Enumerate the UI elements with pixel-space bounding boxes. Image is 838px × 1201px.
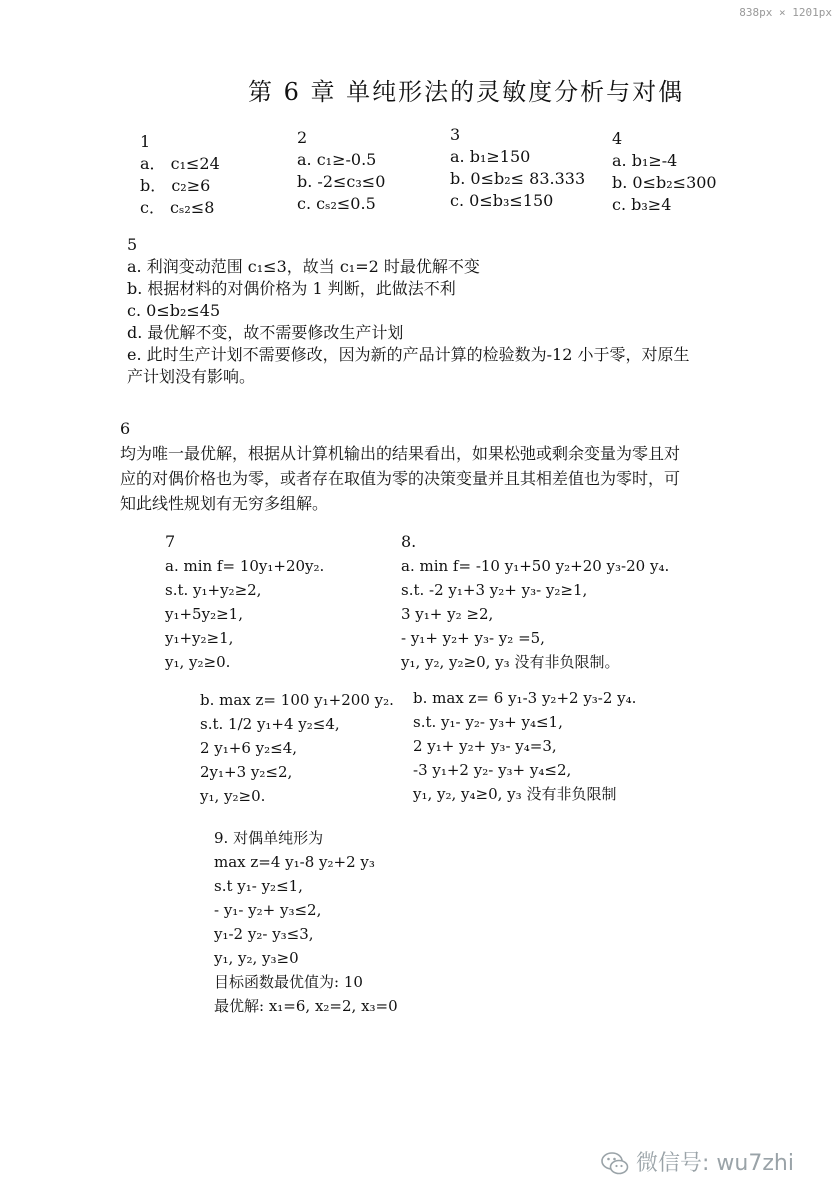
question-number: 8. bbox=[401, 532, 417, 551]
answer-line: a. b₁≥150 bbox=[450, 147, 531, 166]
question-8b bbox=[413, 686, 636, 806]
answer-line: a. min f= 10y₁+20y₂. bbox=[165, 557, 325, 575]
answer-line: - y₁+ y₂+ y₃- y₂ =5, bbox=[401, 629, 545, 647]
question-number: 3 bbox=[450, 125, 461, 144]
watermark bbox=[600, 1146, 794, 1179]
answer-line: max z=4 y₁-8 y₂+2 y₃ bbox=[214, 853, 375, 871]
answer-line: c. cₛ₂≤0.5 bbox=[297, 194, 376, 213]
answer-line: b. max z= 6 y₁-3 y₂+2 y₃-2 y₄. bbox=[413, 689, 637, 707]
answer-line: a． c₁≤24 bbox=[140, 154, 220, 173]
question-7a bbox=[165, 530, 324, 674]
question-number: 7 bbox=[165, 532, 176, 551]
question-1 bbox=[140, 131, 220, 219]
question-number: 1 bbox=[140, 132, 151, 151]
answer-line: s.t y₁- y₂≤1, bbox=[214, 877, 303, 895]
wechat-icon bbox=[600, 1149, 630, 1179]
watermark-text: 微信号: wu7zhi bbox=[636, 1151, 794, 1176]
question-5 bbox=[127, 234, 690, 388]
answer-line: s.t. -2 y₁+3 y₂+ y₃- y₂≥1, bbox=[401, 581, 588, 599]
answer-line: b. 根据材料的对偶价格为 1 判断，此做法不利 bbox=[127, 279, 456, 298]
answer-line: 均为唯一最优解，根据从计算机输出的结果看出，如果松弛或剩余变量为零且对 bbox=[120, 444, 681, 463]
answer-line: c. 0≤b₂≤45 bbox=[127, 301, 221, 320]
answer-line: s.t. y₁- y₂- y₃+ y₄≤1, bbox=[413, 713, 563, 731]
answer-line: b． c₂≥6 bbox=[140, 176, 211, 195]
answer-line: y₁, y₂, y₂≥0, y₃ 没有非负限制。 bbox=[401, 653, 620, 671]
answer-line: b. 0≤b₂≤ 83.333 bbox=[450, 169, 586, 188]
question-7b bbox=[200, 688, 394, 808]
page-title: 第 6 章 单纯形法的灵敏度分析与对偶 bbox=[248, 78, 685, 106]
question-2 bbox=[297, 127, 385, 215]
answer-line: a. c₁≥-0.5 bbox=[297, 150, 377, 169]
answer-line: - y₁- y₂+ y₃≤2, bbox=[214, 901, 322, 919]
answer-line: a. b₁≥-4 bbox=[612, 151, 678, 170]
answer-line: 目标函数最优值为: 10 bbox=[214, 973, 363, 991]
answer-line: 9. 对偶单纯形为 bbox=[214, 829, 324, 847]
answer-line: s.t. y₁+y₂≥2, bbox=[165, 581, 262, 599]
question-number: 4 bbox=[612, 129, 623, 148]
answer-line: a. min f= -10 y₁+50 y₂+20 y₃-20 y₄. bbox=[401, 557, 670, 575]
question-3 bbox=[450, 124, 585, 212]
answer-line: y₁, y₂, y₄≥0, y₃ 没有非负限制 bbox=[413, 785, 617, 803]
question-9 bbox=[214, 826, 398, 1018]
answer-line: c． cₛ₂≤8 bbox=[140, 198, 215, 217]
question-number: 2 bbox=[297, 128, 308, 147]
answer-line: 产计划没有影响。 bbox=[127, 367, 256, 386]
answer-line: a. 利润变动范围 c₁≤3，故当 c₁=2 时最优解不变 bbox=[127, 257, 480, 276]
answer-line: s.t. 1/2 y₁+4 y₂≤4, bbox=[200, 715, 340, 733]
answer-line: y₁+5y₂≥1, bbox=[165, 605, 243, 623]
question-number: 6 bbox=[120, 419, 131, 438]
answer-line: e. 此时生产计划不需要修改，因为新的产品计算的检验数为-12 小于零，对原生 bbox=[127, 345, 690, 364]
question-6 bbox=[120, 416, 680, 516]
answer-line: 应的对偶价格也为零，或者存在取值为零的决策变量并且其相差值也为零时，可 bbox=[120, 469, 681, 488]
question-4 bbox=[612, 128, 717, 216]
question-number: 5 bbox=[127, 235, 138, 254]
answer-line: b. -2≤c₃≤0 bbox=[297, 172, 386, 191]
answer-line: 2y₁+3 y₂≤2, bbox=[200, 763, 293, 781]
answer-line: d. 最优解不变，故不需要修改生产计划 bbox=[127, 323, 404, 342]
answer-line: y₁, y₂, y₃≥0 bbox=[214, 949, 299, 967]
answer-line: y₁-2 y₂- y₃≤3, bbox=[214, 925, 314, 943]
answer-line: 2 y₁+6 y₂≤4, bbox=[200, 739, 298, 757]
answer-line: 2 y₁+ y₂+ y₃- y₄=3, bbox=[413, 737, 557, 755]
answer-line: c. b₃≥4 bbox=[612, 195, 672, 214]
answer-line: 3 y₁+ y₂ ≥2, bbox=[401, 605, 494, 623]
answer-line: b. 0≤b₂≤300 bbox=[612, 173, 717, 192]
answer-line: 知此线性规划有无穷多组解。 bbox=[120, 494, 329, 513]
dimension-label: 838px × 1201px bbox=[739, 6, 832, 19]
answer-line: c. 0≤b₃≤150 bbox=[450, 191, 554, 210]
answer-line: -3 y₁+2 y₂- y₃+ y₄≤2, bbox=[413, 761, 572, 779]
answer-line: 最优解: x₁=6, x₂=2, x₃=0 bbox=[214, 997, 398, 1015]
question-8a bbox=[401, 530, 669, 674]
answer-line: b. max z= 100 y₁+200 y₂. bbox=[200, 691, 394, 709]
answer-line: y₁, y₂≥0. bbox=[200, 787, 266, 805]
answer-line: y₁, y₂≥0. bbox=[165, 653, 231, 671]
answer-line: y₁+y₂≥1, bbox=[165, 629, 234, 647]
